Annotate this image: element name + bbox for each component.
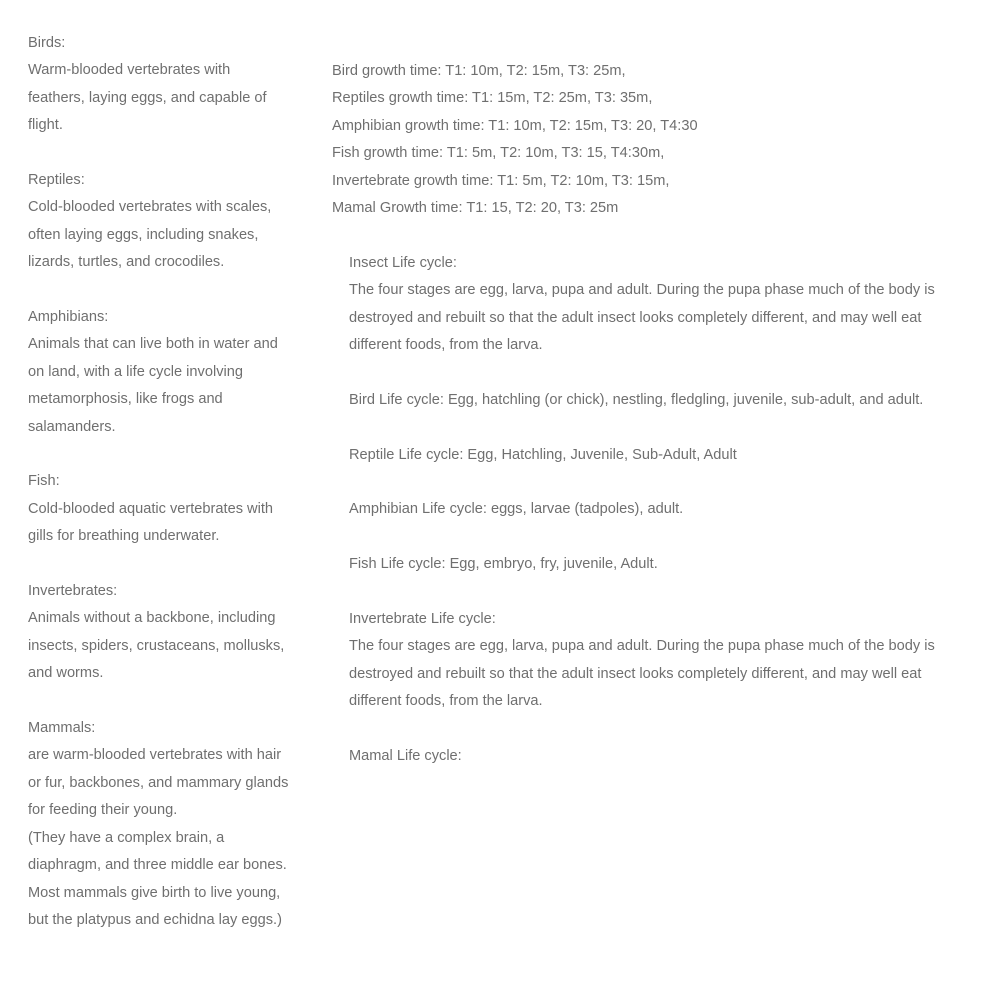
category-description: Warm-blooded vertebrates with feathers, laying eggs, and capable of flight. bbox=[28, 62, 267, 134]
category-reptiles bbox=[28, 167, 290, 277]
life-cycle-heading: Fish Life cycle: Egg, embryo, fry, juvenile, Adult. bbox=[349, 556, 658, 573]
life-cycle-heading: Insect Life cycle: bbox=[349, 254, 457, 271]
life-cycle-mammal bbox=[349, 743, 962, 770]
life-cycle-body: The four stages are egg, larva, pupa and adult. During the pupa phase much of the body is destroyed and rebuilt so that the adult insect looks completely different, and may well eat different foods, from the larva. bbox=[349, 638, 935, 710]
category-title: Mammals: bbox=[28, 720, 96, 737]
growth-time-invertebrate: Invertebrate growth time: T1: 5m, T2: 10m, T3: 15m, bbox=[332, 172, 670, 189]
life-cycle-insect bbox=[349, 250, 962, 360]
category-title: Reptiles: bbox=[28, 172, 85, 189]
life-cycle-heading: Invertebrate Life cycle: bbox=[349, 611, 496, 628]
category-title: Amphibians: bbox=[28, 309, 109, 326]
category-fish bbox=[28, 468, 290, 550]
category-description: are warm-blooded vertebrates with hair or fur, backbones, and mammary glands for feeding their young. bbox=[28, 747, 289, 819]
category-invertebrates bbox=[28, 578, 290, 688]
life-cycle-heading: Bird Life cycle: Egg, hatchling (or chick), nestling, fledgling, juvenile, sub-adult, and adult. bbox=[349, 391, 924, 408]
life-cycle-body: The four stages are egg, larva, pupa and adult. During the pupa phase much of the body is destroyed and rebuilt so that the adult insect looks completely different, and may well eat different foods, from the larva. bbox=[349, 282, 935, 354]
growth-time-fish: Fish growth time: T1: 5m, T2: 10m, T3: 15, T4:30m, bbox=[332, 145, 665, 162]
category-description: Animals without a backbone, including insects, spiders, crustaceans, mollusks, and worms. bbox=[28, 610, 285, 682]
category-description: Cold-blooded vertebrates with scales, often laying eggs, including snakes, lizards, turtles, and crocodiles. bbox=[28, 199, 272, 271]
category-title: Fish: bbox=[28, 473, 60, 490]
growth-times-list bbox=[332, 58, 962, 222]
category-mammals bbox=[28, 715, 290, 934]
category-amphibians bbox=[28, 304, 290, 441]
growth-time-mammal: Mamal Growth time: T1: 15, T2: 20, T3: 25m bbox=[332, 200, 619, 217]
category-title: Invertebrates: bbox=[28, 583, 118, 600]
life-cycle-heading: Mamal Life cycle: bbox=[349, 748, 462, 765]
growth-time-amphibian: Amphibian growth time: T1: 10m, T2: 15m, T3: 20, T4:30 bbox=[332, 117, 698, 134]
category-description: Animals that can live both in water and on land, with a life cycle involving metamorphosis, like frogs and salamanders. bbox=[28, 336, 278, 435]
category-birds bbox=[28, 30, 290, 140]
growth-time-bird: Bird growth time: T1: 10m, T2: 15m, T3: 25m, bbox=[332, 63, 626, 79]
category-note: (They have a complex brain, a diaphragm, and three middle ear bones. Most mammals give birth to live young, but the platypus and echidna lay eggs.) bbox=[28, 829, 287, 928]
details-column bbox=[332, 58, 962, 798]
life-cycle-heading: Reptile Life cycle: Egg, Hatchling, Juvenile, Sub-Adult, Adult bbox=[349, 446, 737, 463]
life-cycle-heading: Amphibian Life cycle: eggs, larvae (tadpoles), adult. bbox=[349, 501, 684, 518]
life-cycle-bird bbox=[349, 387, 962, 414]
growth-time-reptiles: Reptiles growth time: T1: 15m, T2: 25m, T3: 35m, bbox=[332, 90, 653, 107]
category-description: Cold-blooded aquatic vertebrates with gills for breathing underwater. bbox=[28, 500, 273, 545]
category-title: Birds: bbox=[28, 35, 66, 51]
animal-categories-column bbox=[28, 30, 290, 962]
life-cycle-invertebrate bbox=[349, 606, 962, 716]
life-cycles-list bbox=[332, 250, 962, 771]
life-cycle-fish bbox=[349, 551, 962, 578]
life-cycle-amphibian bbox=[349, 496, 962, 523]
life-cycle-reptile bbox=[349, 442, 962, 469]
